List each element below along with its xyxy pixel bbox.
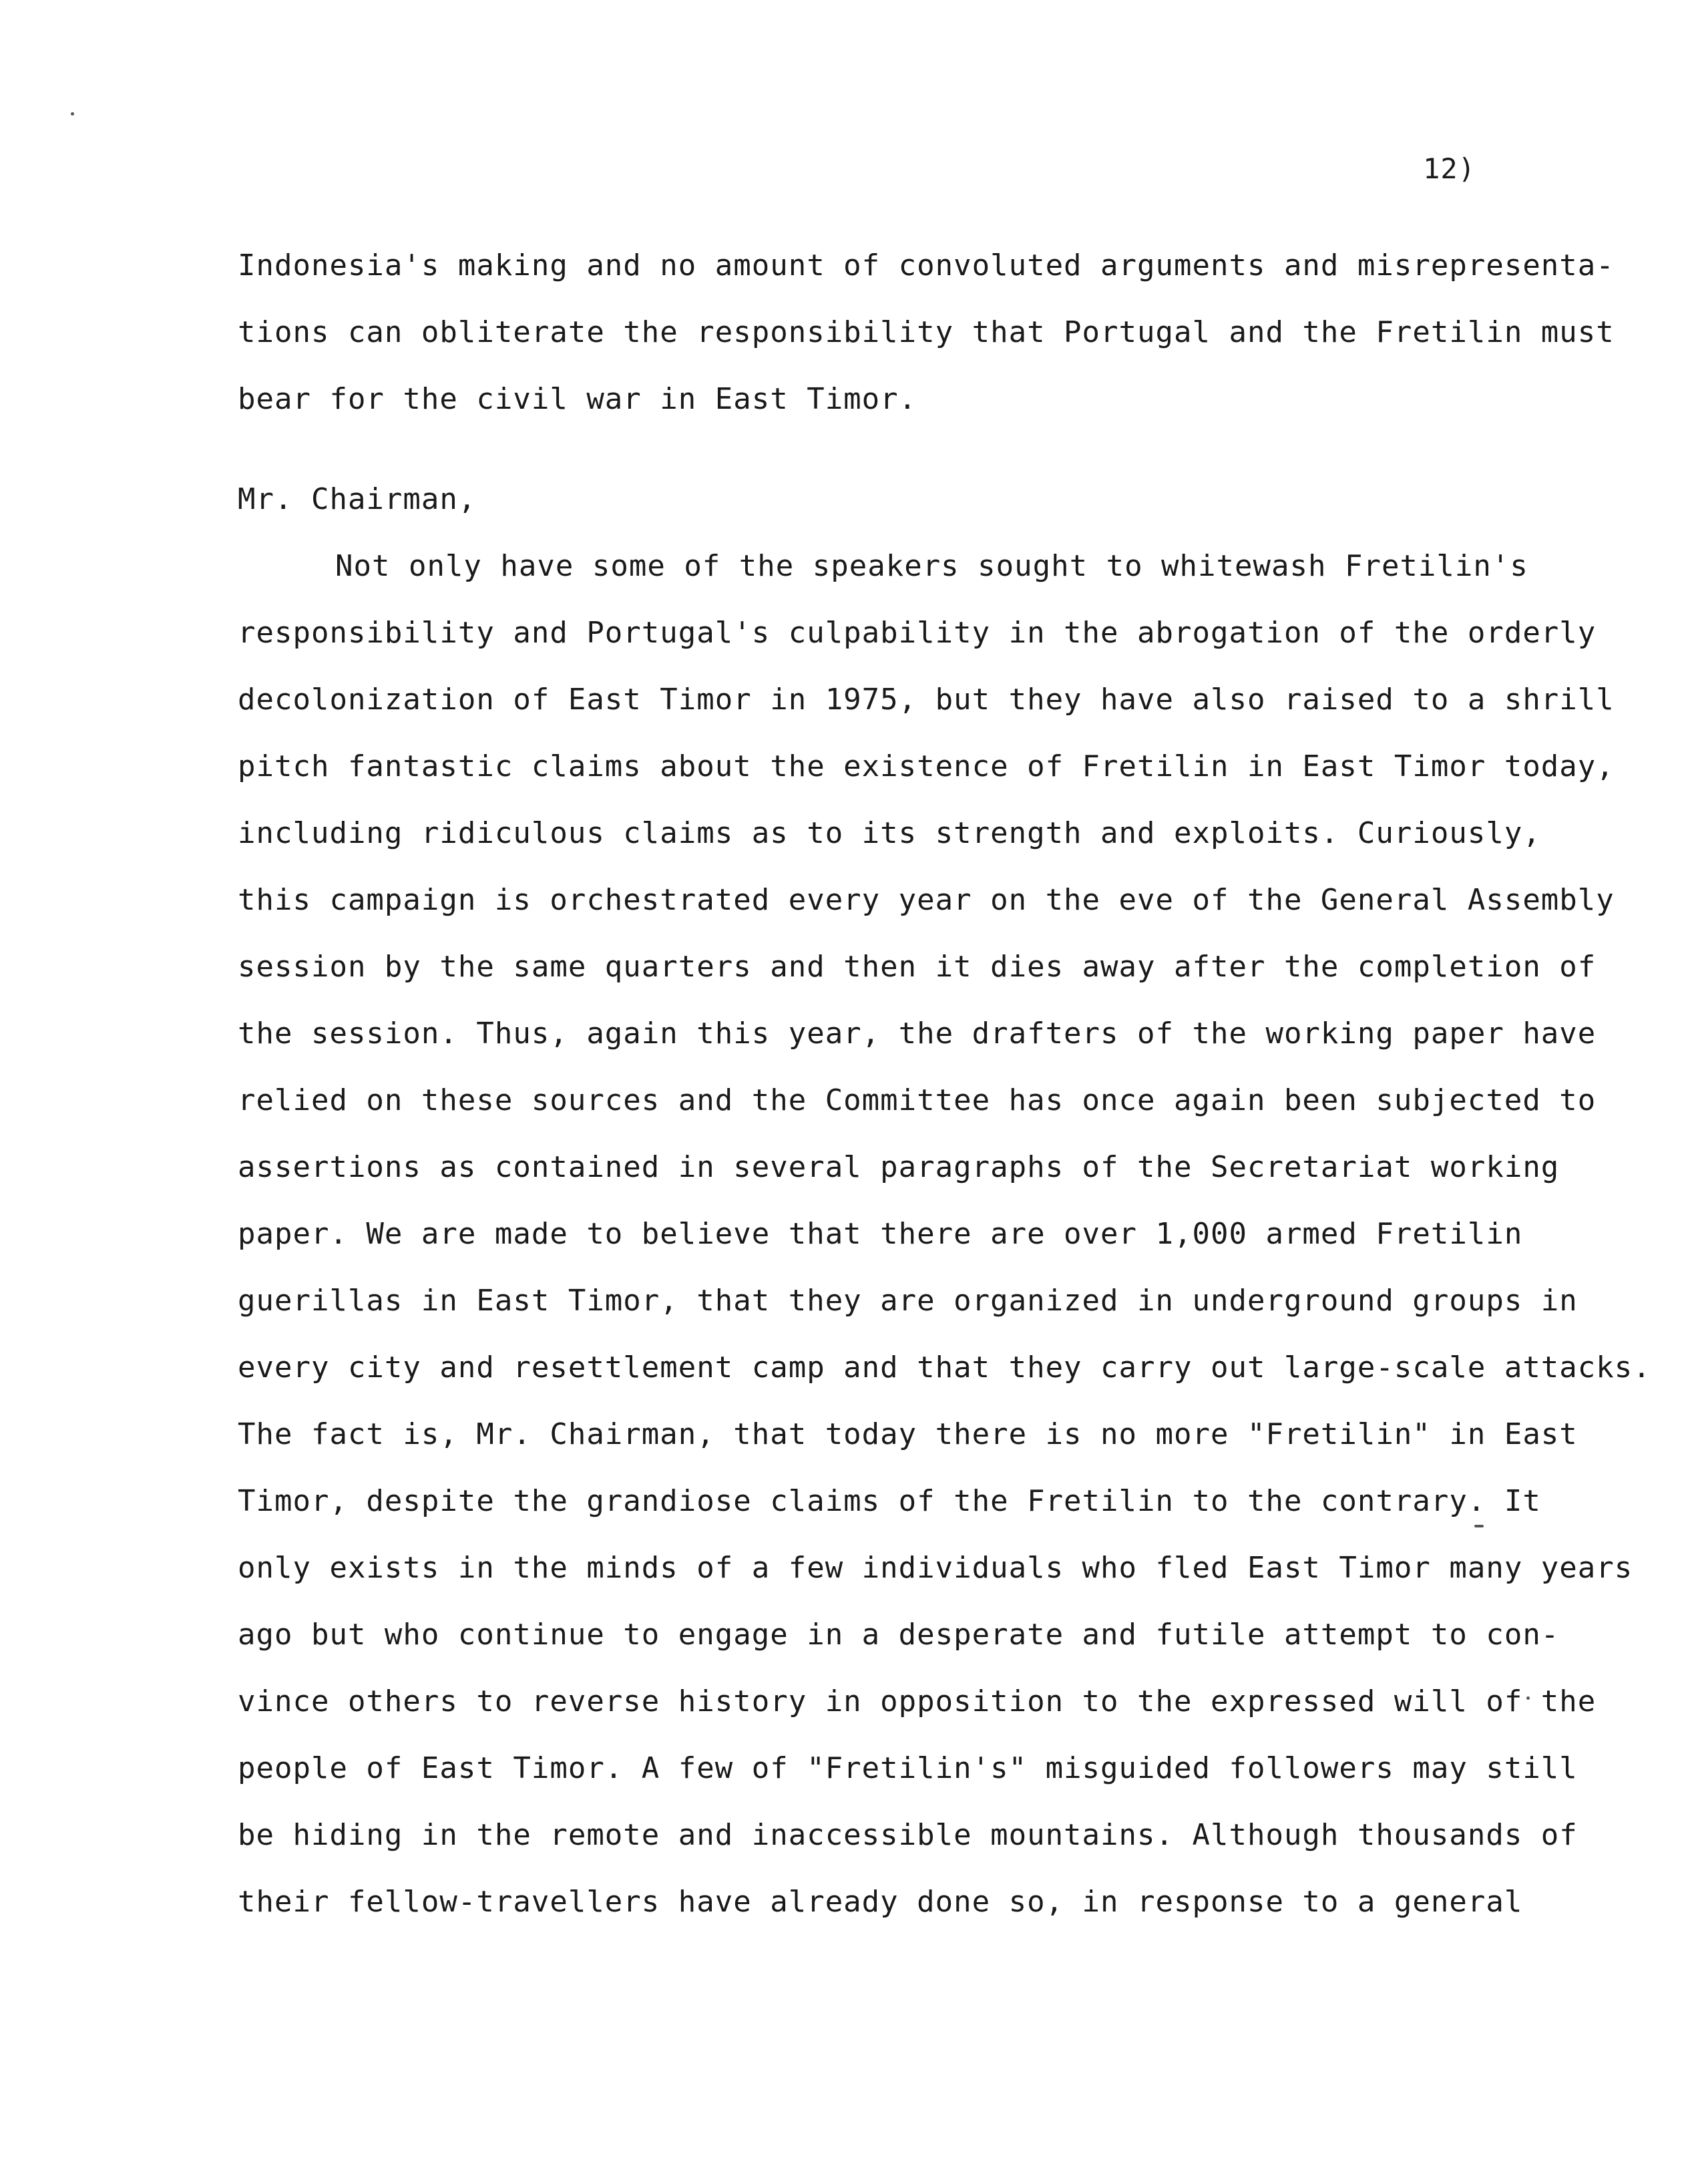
paragraph-2-line: be hiding in the remote and inaccessible mountains. Although thousands of <box>238 1818 1578 1852</box>
scan-speck <box>1474 1525 1484 1527</box>
scan-speck <box>71 112 74 116</box>
paragraph-2-line: every city and resettlement camp and that they carry out large-scale attacks. <box>238 1350 1651 1385</box>
paragraph-2-line: The fact is, Mr. Chairman, that today there is no more "Fretilin" in East <box>238 1417 1578 1451</box>
paragraph-1-line: Indonesia's making and no amount of convoluted arguments and misrepresenta- <box>238 248 1615 283</box>
paragraph-2-line: including ridiculous claims as to its strength and exploits. Curiously, <box>238 816 1541 850</box>
paragraph-1-line: tions can obliterate the responsibility that Portugal and the Fretilin must <box>238 315 1615 349</box>
paragraph-2-line: the session. Thus, again this year, the drafters of the working paper have <box>238 1017 1597 1051</box>
paragraph-2-line: relied on these sources and the Committee has once again been subjected to <box>238 1083 1597 1117</box>
paragraph-2-line: assertions as contained in several paragraphs of the Secretariat working <box>238 1150 1560 1184</box>
paragraph-2-line: ago but who continue to engage in a desperate and futile attempt to con- <box>238 1618 1560 1652</box>
paragraph-2-line: vince others to reverse history in opposition to the expressed will of the <box>238 1684 1597 1718</box>
paragraph-2-line: only exists in the minds of a few individuals who fled East Timor many years <box>238 1551 1633 1585</box>
paragraph-2-line: responsibility and Portugal's culpability in the abrogation of the orderly <box>238 616 1597 650</box>
paragraph-2-line: Not only have some of the speakers sought to whitewash Fretilin's <box>335 549 1528 583</box>
salutation: Mr. Chairman, <box>238 482 477 516</box>
paragraph-2-line: people of East Timor. A few of "Fretilin's" misguided followers may still <box>238 1751 1578 1785</box>
paragraph-2-line: pitch fantastic claims about the existence of Fretilin in East Timor today, <box>238 749 1615 783</box>
paragraph-2-line: session by the same quarters and then it dies away after the completion of <box>238 950 1597 984</box>
page-number: 12) <box>1423 152 1476 185</box>
paragraph-2-line: guerillas in East Timor, that they are organized in underground groups in <box>238 1284 1578 1318</box>
paragraph-2-line: this campaign is orchestrated every year on the eve of the General Assembly <box>238 883 1615 917</box>
paragraph-2-line: their fellow-travellers have already done so, in response to a general <box>238 1885 1523 1919</box>
paragraph-2-line: Timor, despite the grandiose claims of the Fretilin to the contrary. It <box>238 1484 1541 1518</box>
paragraph-2-line: paper. We are made to believe that there are over 1,000 armed Fretilin <box>238 1217 1523 1251</box>
paragraph-2-line: decolonization of East Timor in 1975, but they have also raised to a shrill <box>238 683 1615 717</box>
paragraph-1-line: bear for the civil war in East Timor. <box>238 382 917 416</box>
